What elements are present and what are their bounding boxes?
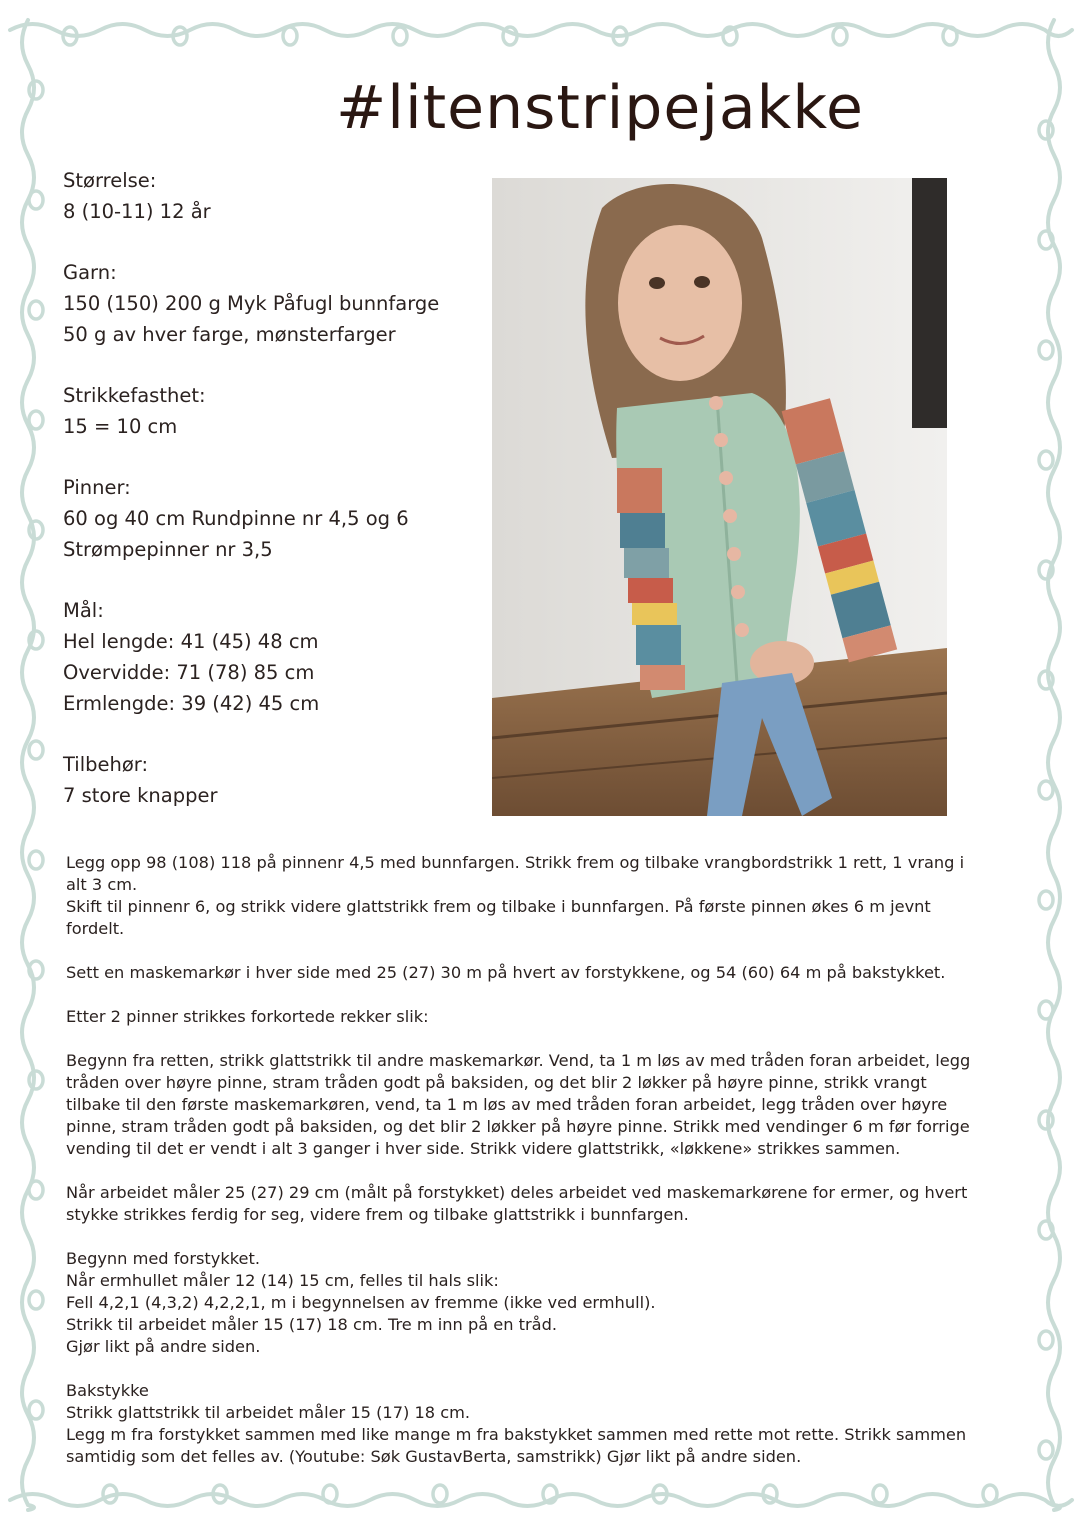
border-loop <box>1039 451 1053 469</box>
border-loop <box>29 1401 43 1419</box>
gauge-label: Strikkefasthet: <box>63 384 206 407</box>
instruction-line: tilbake til den første maskemarkøren, vend, ta 1 m løs av med tråden foran arbeidet, legg tråden over høyre <box>66 1095 948 1114</box>
instruction-line: Fell 4,2,1 (4,3,2) 4,2,2,1, m i begynnelsen av fremme (ikke ved ermhull). <box>66 1293 656 1312</box>
instruction-line: Bakstykke <box>66 1381 149 1400</box>
needles-line: 60 og 40 cm Rundpinne nr 4,5 og 6 <box>63 507 409 530</box>
accessories-group <box>63 749 483 811</box>
border-loop <box>393 27 407 45</box>
border-loop <box>29 81 43 99</box>
measurements-label: Mål: <box>63 599 104 622</box>
border-loop <box>29 851 43 869</box>
instruction-line: Strikk til arbeidet måler 15 (17) 18 cm. Tre m inn på en tråd. <box>66 1315 557 1334</box>
border-loop <box>833 27 847 45</box>
instruction-line: stykke strikkes ferdig for seg, videre frem og tilbake glattstrikk i bunnfargen. <box>66 1205 689 1224</box>
size-group <box>63 165 483 227</box>
instruction-line: Legg m fra forstykket sammen med like mange m fra bakstykket sammen med rette mot rette. Strikk sammen <box>66 1425 967 1444</box>
needles-line: Strømpepinner nr 3,5 <box>63 538 273 561</box>
border-loop <box>29 741 43 759</box>
instruction-paragraph <box>66 1248 996 1358</box>
size-value: 8 (10-11) 12 år <box>63 200 211 223</box>
instruction-line: tråden over høyre pinne, stram tråden godt på baksiden, og det blir 2 løkker på høyre pinne, strikk vrangt <box>66 1073 927 1092</box>
instruction-paragraph <box>66 962 996 984</box>
instruction-line: Skift til pinnenr 6, og strikk videre glattstrikk frem og tilbake i bunnfargen. På første pinnen økes 6 m jevnt <box>66 897 931 916</box>
measurement-line: Hel lengde: 41 (45) 48 cm <box>63 630 319 653</box>
instruction-line: Begynn fra retten, strikk glattstrikk til andre maskemarkør. Vend, ta 1 m løs av med tråden foran arbeidet, legg <box>66 1051 971 1070</box>
instruction-line: Legg opp 98 (108) 118 på pinnenr 4,5 med bunnfargen. Strikk frem og tilbake vrangbordstrikk 1 rett, 1 vrang i <box>66 853 965 872</box>
instruction-paragraph <box>66 1380 996 1468</box>
yarn-group <box>63 257 483 350</box>
gauge-value: 15 = 10 cm <box>63 415 178 438</box>
yarn-line: 50 g av hver farge, mønsterfarger <box>63 323 396 346</box>
accessories-value: 7 store knapper <box>63 784 218 807</box>
border-loop <box>1039 1001 1053 1019</box>
border-loop <box>1039 1441 1053 1459</box>
instruction-paragraph <box>66 1182 996 1226</box>
needles-label: Pinner: <box>63 476 131 499</box>
pattern-specs <box>63 165 483 841</box>
instruction-line: vending til det er vendt i alt 3 ganger i hver side. Strikk videre glattstrikk, «løkkene» strikkes sammen. <box>66 1139 901 1158</box>
border-loop <box>1039 1111 1053 1129</box>
page-title: #litenstripejakke <box>336 73 864 143</box>
border-loop <box>1039 121 1053 139</box>
border-loop <box>29 521 43 539</box>
measurement-line: Overvidde: 71 (78) 85 cm <box>63 661 315 684</box>
instruction-line: pinne, stram tråden godt på baksiden, og det blir 2 løkker på høyre pinne. Strikk med vendinger 6 m før forrige <box>66 1117 970 1136</box>
border-loop <box>283 27 297 45</box>
border-loop <box>983 1485 997 1503</box>
border-loop <box>433 1485 447 1503</box>
border-loop <box>1039 891 1053 909</box>
instruction-line: Når arbeidet måler 25 (27) 29 cm (målt på forstykket) deles arbeidet ved maskemarkørene for ermer, og hvert <box>66 1183 968 1202</box>
instruction-line: alt 3 cm. <box>66 875 138 894</box>
pattern-instructions <box>66 852 996 1468</box>
needles-group <box>63 472 483 565</box>
yarn-line: 150 (150) 200 g Myk Påfugl bunnfarge <box>63 292 440 315</box>
instruction-line: fordelt. <box>66 919 125 938</box>
measurement-line: Ermlengde: 39 (42) 45 cm <box>63 692 320 715</box>
instruction-line: Strikk glattstrikk til arbeidet måler 15 (17) 18 cm. <box>66 1403 471 1422</box>
border-loop <box>29 1071 43 1089</box>
yarn-label: Garn: <box>63 261 117 284</box>
instruction-line: Når ermhullet måler 12 (14) 15 cm, felles til hals slik: <box>66 1271 499 1290</box>
gauge-group <box>63 380 483 442</box>
measurements-group <box>63 595 483 719</box>
instruction-line: Gjør likt på andre siden. <box>66 1337 261 1356</box>
border-loop <box>29 191 43 209</box>
instruction-line: Begynn med forstykket. <box>66 1249 260 1268</box>
size-label: Størrelse: <box>63 169 157 192</box>
border-loop <box>29 1291 43 1309</box>
instruction-line: Sett en maskemarkør i hver side med 25 (27) 30 m på hvert av forstykkene, og 54 (60) 64 m på bakstykket. <box>66 963 946 982</box>
instruction-paragraph <box>66 852 996 940</box>
border-loop <box>1039 341 1053 359</box>
border-loop <box>1039 781 1053 799</box>
border-loop <box>29 1181 43 1199</box>
cardigan-photo <box>492 178 947 816</box>
border-loop <box>1039 1331 1053 1349</box>
instruction-line: Etter 2 pinner strikkes forkortede rekker slik: <box>66 1007 429 1026</box>
instruction-line: samtidig som det felles av. (Youtube: Søk GustavBerta, samstrikk) Gjør likt på andre siden. <box>66 1447 802 1466</box>
border-loop <box>29 301 43 319</box>
border-loop <box>1039 671 1053 689</box>
instruction-paragraph <box>66 1050 996 1160</box>
border-loop <box>29 411 43 429</box>
instruction-paragraph <box>66 1006 996 1028</box>
accessories-label: Tilbehør: <box>63 753 149 776</box>
border-loop <box>873 1485 887 1503</box>
